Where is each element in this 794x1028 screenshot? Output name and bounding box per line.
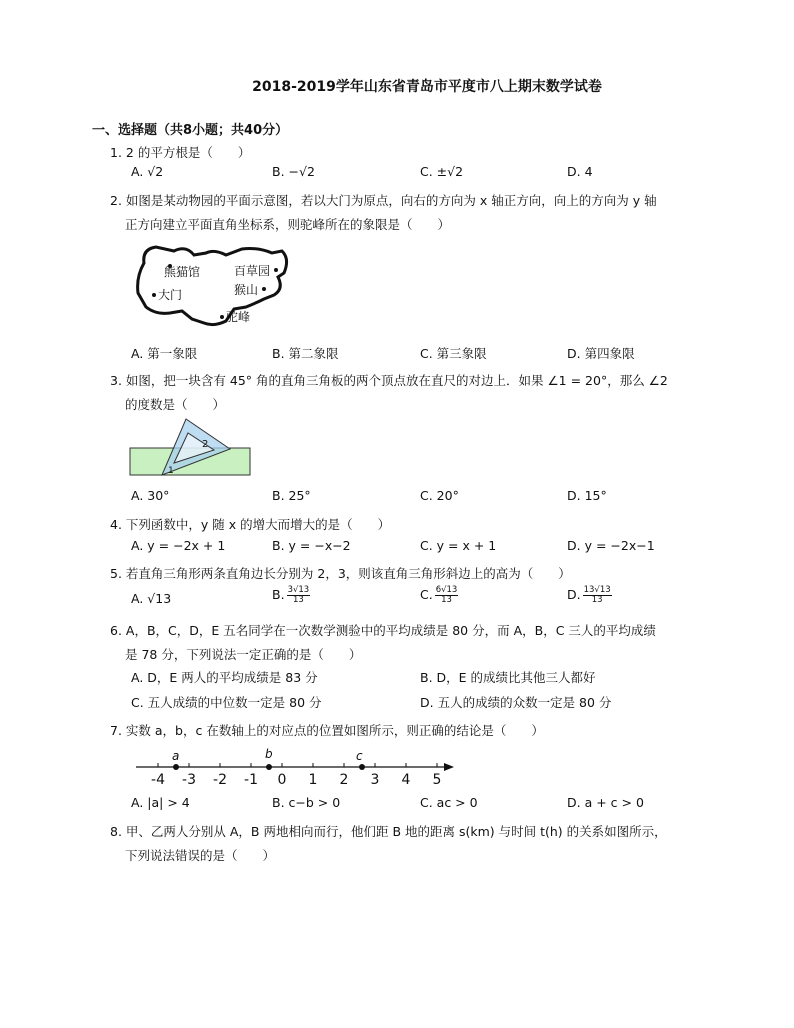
q4-stem: 4. 下列函数中，y 随 x 的增大而增大的是（ ） xyxy=(110,517,391,532)
number-line-arrow xyxy=(444,763,454,771)
point-label-a: a xyxy=(172,749,180,763)
q5-option-b: B. $\frac{3√13}{13}$ xyxy=(272,585,310,605)
q5-option-a: A. √13 xyxy=(131,591,172,606)
map-label-garden: 百草园 xyxy=(234,264,271,278)
ruler-triangle-figure xyxy=(128,419,253,479)
number-line-tick-label: -1 xyxy=(244,772,258,788)
q1-option-c: C. ±√2 xyxy=(420,164,464,179)
angle-label-2: 2 xyxy=(202,439,209,450)
point-b xyxy=(266,764,272,770)
q5-b-fraction: $\frac{3√13}{13}$ xyxy=(287,585,310,605)
q2-option-a: A. 第一象限 xyxy=(131,346,198,361)
q3-option-b: B. 25° xyxy=(272,488,311,503)
angle-label-1: 1 xyxy=(168,466,174,476)
number-line-tick-label: -2 xyxy=(213,772,227,788)
q4-option-b: B. y = −x−2 xyxy=(272,538,351,553)
q5-option-c: C. $\frac{6√13}{13}$ xyxy=(420,585,458,605)
q7-stem: 7. 实数 a，b，c 在数轴上的对应点的位置如图所示，则正确的结论是（ ） xyxy=(110,723,544,738)
q7-option-b: B. c−b > 0 xyxy=(272,795,341,810)
q5-option-d: D. $\frac{13√13}{13}$ xyxy=(567,585,611,605)
number-line-tick-label: 3 xyxy=(370,772,380,788)
q3-option-d: D. 15° xyxy=(567,488,607,503)
q4-option-a: A. y = −2x + 1 xyxy=(131,538,226,553)
map-label-panda: 熊猫馆 xyxy=(164,265,201,279)
number-line-tick-label: 1 xyxy=(308,772,318,788)
q7-option-d: D. a + c > 0 xyxy=(567,795,644,810)
number-line-tick-label: 0 xyxy=(277,772,287,788)
zoo-map-outline xyxy=(138,247,287,325)
q1-option-d: D. 4 xyxy=(567,164,593,179)
q2-stem-line1: 2. 如图是某动物园的平面示意图，若以大门为原点，向右的方向为 x 轴正方向，向上的方向为 y 轴 xyxy=(110,193,657,208)
number-line-figure xyxy=(134,745,459,787)
q2-stem-line2: 正方向建立平面直角坐标系，则驼峰所在的象限是（ ） xyxy=(125,217,451,232)
q3-stem-line2: 的度数是（ ） xyxy=(125,397,226,412)
q5-d-fraction: $\frac{13√13}{13}$ xyxy=(583,585,611,605)
q2-option-b: B. 第二象限 xyxy=(272,346,339,361)
map-label-gate: 大门 xyxy=(158,288,183,302)
q1-option-a: A. √2 xyxy=(131,164,164,179)
q6-option-b: B. D，E 的成绩比其他三人都好 xyxy=(420,670,596,685)
q6-stem-line2: 是 78 分，下列说法一定正确的是（ ） xyxy=(125,647,362,662)
map-label-monkey: 猴山 xyxy=(234,283,259,297)
map-label-camel: 驼峰 xyxy=(226,310,251,324)
page-title: 2018-2019学年山东省青岛市平度市八上期末数学试卷 xyxy=(252,79,602,95)
point-a xyxy=(173,764,179,770)
q1-option-b: B. −√2 xyxy=(272,164,315,179)
q4-option-c: C. y = x + 1 xyxy=(420,538,497,553)
number-line-tick-label: -4 xyxy=(151,772,165,788)
q8-stem-line1: 8. 甲、乙两人分别从 A，B 两地相向而行，他们距 B 地的距离 s(km) 与时间 t(h) 的关系如图所示， xyxy=(110,824,667,839)
q5-c-fraction: $\frac{6√13}{13}$ xyxy=(435,585,458,605)
number-line-tick-label: 4 xyxy=(401,772,411,788)
zoo-map-figure xyxy=(134,243,294,328)
q6-option-d: D. 五人的成绩的众数一定是 80 分 xyxy=(420,695,612,710)
point-c xyxy=(359,764,365,770)
point-label-b: b xyxy=(265,747,273,761)
point-label-c: c xyxy=(356,749,363,763)
q4-option-d: D. y = −2x−1 xyxy=(567,538,655,553)
number-line-tick-label: -3 xyxy=(182,772,196,788)
q3-option-c: C. 20° xyxy=(420,488,459,503)
q3-option-a: A. 30° xyxy=(131,488,170,503)
q8-stem-line2: 下列说法错误的是（ ） xyxy=(125,848,276,863)
q3-stem-line1: 3. 如图，把一块含有 45° 角的直角三角板的两个顶点放在直尺的对边上．如果 ∠1 = 20°，那么 ∠2 xyxy=(110,373,668,388)
q7-option-c: C. ac > 0 xyxy=(420,795,478,810)
q5-stem: 5. 若直角三角形两条直角边长分别为 2，3，则该直角三角形斜边上的高为（ ） xyxy=(110,566,571,581)
q2-option-c: C. 第三象限 xyxy=(420,346,487,361)
q2-option-d: D. 第四象限 xyxy=(567,346,635,361)
q7-option-a: A. |a| > 4 xyxy=(131,795,190,810)
q6-option-a: A. D，E 两人的平均成绩是 83 分 xyxy=(131,670,318,685)
section-heading: 一、选择题（共8小题；共40分） xyxy=(92,123,289,138)
q1-stem: 1. 2 的平方根是（ ） xyxy=(110,145,251,160)
q6-option-c: C. 五人成绩的中位数一定是 80 分 xyxy=(131,695,322,710)
q6-stem-line1: 6. A，B，C，D，E 五名同学在一次数学测验中的平均成绩是 80 分，而 A，B，C 三人的平均成绩 xyxy=(110,623,656,638)
number-line-tick-label: 2 xyxy=(339,772,349,788)
number-line-tick-label: 5 xyxy=(432,772,442,788)
